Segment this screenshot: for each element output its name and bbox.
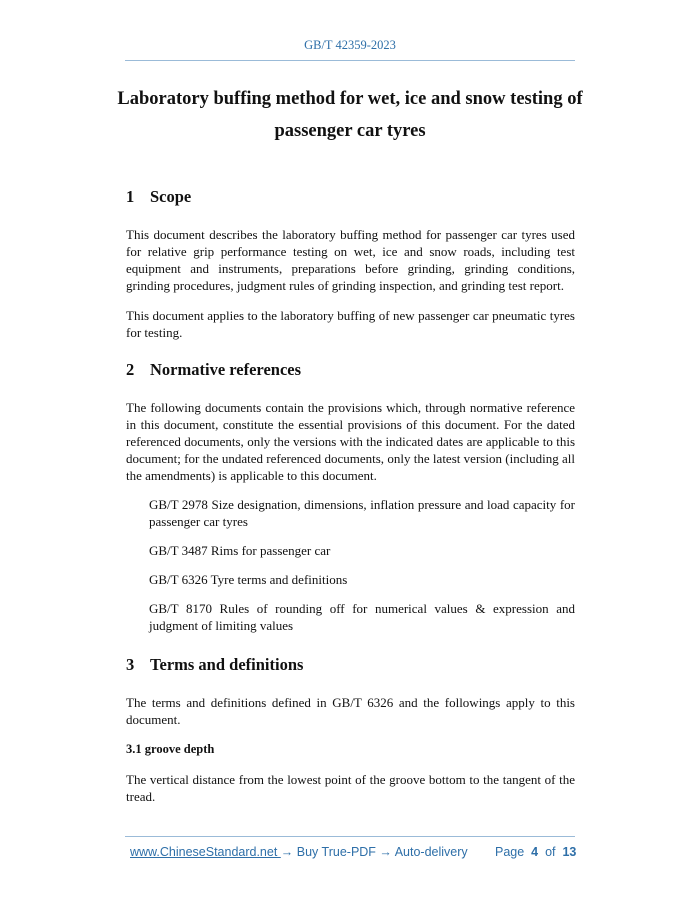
section-heading-scope bbox=[126, 187, 191, 207]
subsection-heading: 3.1 groove depth bbox=[126, 742, 215, 756]
header-divider bbox=[125, 60, 575, 61]
footer-divider bbox=[125, 836, 575, 837]
paragraph: The terms and definitions defined in GB/T 6326 and the followings apply to this document. bbox=[126, 695, 575, 727]
section-title: Normative references bbox=[150, 360, 302, 379]
page-label: Page bbox=[495, 845, 525, 859]
paragraph: This document applies to the laboratory buffing of new passenger car pneumatic tyres for testing. bbox=[126, 308, 575, 340]
footer-promo-text: → Buy True-PDF → Auto-delivery bbox=[280, 845, 468, 859]
paragraph: This document describes the laboratory buffing method for passenger car tyres used for relative grip performance testing on wet, ice and snow roads, including test equipment and instruments, preparations before grinding, grinding conditions, grinding procedures, judgment rules of grinding inspection, and grinding test report. bbox=[126, 227, 575, 293]
header-standard-code: GB/T 42359-2023 bbox=[304, 38, 396, 52]
reference-item: GB/T 8170 Rules of rounding off for numerical values & expression and judgment of limiting values bbox=[149, 601, 575, 633]
reference-item: GB/T 2978 Size designation, dimensions, inflation pressure and load capacity for passenger car tyres bbox=[149, 497, 575, 529]
current-page: 4 bbox=[531, 845, 539, 859]
reference-item: GB/T 3487 Rims for passenger car bbox=[149, 543, 331, 558]
paragraph: The following documents contain the provisions which, through normative reference in this document, constitute the essential provisions of this document. For the dated referenced documents, only the versions with the indicated dates are applicable to this document; for the undated referenced documents, only the latest version (including all the amendments) is applicable to this document. bbox=[126, 400, 575, 483]
definition-text: The vertical distance from the lowest point of the groove bottom to the tangent of the tread. bbox=[126, 772, 575, 804]
website-link[interactable]: www.ChineseStandard.net bbox=[130, 845, 281, 859]
page-indicator bbox=[495, 845, 576, 859]
total-pages: 13 bbox=[562, 845, 577, 859]
section-heading-normative-references bbox=[126, 360, 301, 380]
section-title: Terms and definitions bbox=[150, 655, 304, 674]
section-heading-terms-definitions bbox=[126, 655, 303, 675]
document-title-line1: Laboratory buffing method for wet, ice and snow testing of bbox=[117, 89, 583, 109]
page-of: of bbox=[545, 845, 556, 859]
footer-promo bbox=[130, 845, 468, 859]
reference-item: GB/T 6326 Tyre terms and definitions bbox=[149, 572, 348, 587]
document-title-line2: passenger car tyres bbox=[274, 121, 426, 141]
section-title: Scope bbox=[150, 187, 192, 206]
section-number: 3 bbox=[126, 655, 135, 674]
section-number: 1 bbox=[126, 187, 135, 206]
section-number: 2 bbox=[126, 360, 135, 379]
